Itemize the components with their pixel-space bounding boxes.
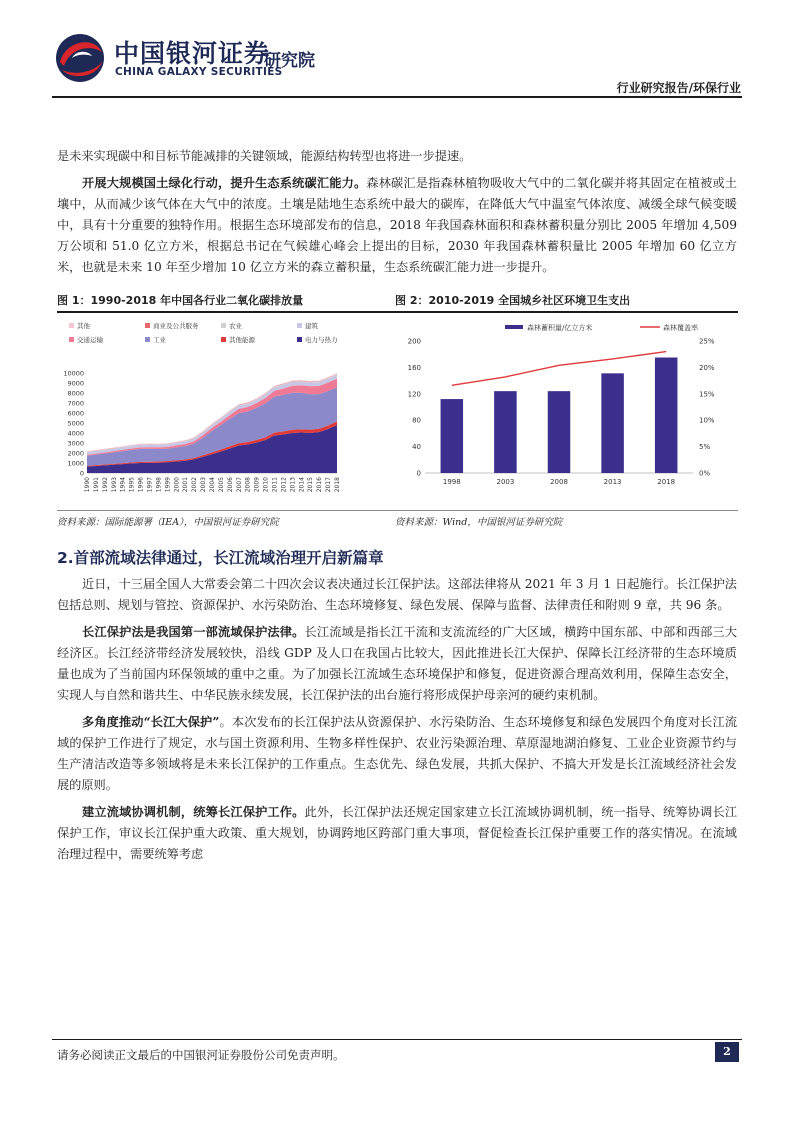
y-tick-label: 3000: [67, 439, 84, 448]
logo-english-name: CHINA GALAXY SECURITIES: [115, 66, 283, 78]
x-tick-label: 2018: [657, 478, 676, 486]
legend-label: 农业: [229, 322, 242, 330]
legend-swatch: [145, 323, 150, 328]
bar: [494, 391, 517, 473]
paragraph-4-lead: 多角度推动“长江大保护”: [82, 715, 220, 729]
paragraph-2: 近日，十三届全国人大常委会第二十四次会议表决通过长江保护法。这部法律将从 2021 年 3 月 1 日起施行。长江保护法包括总则、规划与管控、资源保护、水污染防治、生态环境修复、绿色发展、保障与监督、法律责任和附则 9 章，共 96 条。: [57, 577, 737, 612]
legend-swatch: [505, 325, 523, 329]
x-tick-label: 2006: [226, 477, 234, 493]
x-tick-label: 2009: [253, 477, 261, 493]
y-tick-label: 0: [79, 469, 84, 478]
footer-disclaimer: 请务必阅读正文最后的中国银河证券股份公司免责声明。: [57, 1048, 345, 1062]
x-tick-label: 2011: [271, 477, 279, 493]
figure-1-title: 图 1：1990-2018 年中国各行业二氧化碳排放量: [57, 292, 400, 313]
y2-tick-label: 0%: [699, 469, 711, 478]
paragraph-3-lead: 长江保护法是我国第一部流域保护法律。: [82, 625, 305, 639]
legend-label: 其他能源: [229, 336, 255, 344]
legend-label: 交通运输: [77, 336, 103, 344]
y-tick-label: 10000: [63, 369, 84, 378]
x-tick-label: 2017: [325, 477, 333, 493]
x-tick-label: 2015: [307, 477, 315, 493]
x-tick-label: 2001: [182, 477, 190, 493]
paragraph-1-text: 森林碳汇是指森林植物吸收大气中的二氧化碳并将其固定在植被或土壤中，从而减少该气体在大气中的浓度。土壤是陆地生态系统中最大的碳库，在降低大气中温室气体浓度、减缓全球气候变暖中，具有十分重要的独特作用。根据生态环境部发布的信息，2018 年我国森林面积和森林蓄积量分别比 2005 年增加 4,509 万公顷和 51.0 亿立方米，根据总书记在气候雄心峰会上提出的目标，2030 年我国森林蓄积量比 2005 年增加 60 亿立方米，也就是未来 10 年至少增加 10 亿立方米的森立蓄积量，生态系统碳汇能力进一步提升。: [57, 176, 738, 274]
y2-tick-label: 20%: [699, 363, 715, 372]
legend-label: 森林覆盖率: [663, 324, 698, 332]
x-tick-label: 2003: [200, 477, 208, 493]
y-tick-label: 200: [407, 337, 421, 346]
figure-2: [395, 292, 738, 528]
x-tick-label: 2008: [550, 478, 568, 486]
x-tick-label: 1991: [92, 477, 100, 493]
x-tick-label: 1990: [84, 477, 91, 493]
x-tick-label: 2016: [316, 477, 324, 493]
x-tick-label: 2003: [496, 478, 515, 486]
x-tick-label: 2007: [235, 477, 243, 493]
paragraph-4: [57, 712, 737, 796]
x-tick-label: 1993: [110, 477, 118, 493]
y-tick-label: 40: [412, 443, 421, 452]
paragraph-3-text: 长江流域是指长江干流和支流流经的广大区域，横跨中国东部、中部和西部三大经济区。长江经济带经济发展较快，沿线 GDP 及人口在我国占比较大，因此推进长江大保护、保障长江经济带的生态环境质量也成为了当前国内环保领域的重中之重。为了加强长江流域生态环境保护和修复，促进资源合理高效利用，保障生态安全，实现人与自然和谐共生、中华民族永续发展，长江保护法的出台施行将形成保护母亲河的硬约束机制。: [57, 625, 738, 702]
footer-divider: [52, 1039, 742, 1040]
y-tick-label: 160: [407, 363, 421, 372]
legend-swatch: [297, 337, 302, 342]
y2-tick-label: 25%: [699, 337, 715, 346]
paragraph-5-text: 此外，长江保护法还规定国家建立长江流域协调机制，统一指导、统筹协调长江保护工作，审议长江保护重大政策、重大规划，协调跨地区跨部门重大事项，督促检查长江保护重要工作的落实情况。在流域治理过程中，需要统筹考虑: [57, 805, 738, 861]
x-tick-label: 2013: [603, 478, 622, 486]
y-tick-label: 0: [416, 469, 421, 478]
legend-label: 商业及公共服务: [153, 322, 199, 330]
y-tick-label: 80: [412, 416, 421, 425]
legend-swatch: [145, 337, 150, 342]
page-number: 2: [715, 1042, 739, 1062]
x-tick-label: 2008: [244, 477, 252, 493]
x-tick-label: 2000: [173, 477, 181, 493]
company-logo: [52, 28, 342, 86]
bar: [601, 373, 624, 473]
page-header: [0, 0, 793, 100]
legend-label: 森林蓄积量/亿立方米: [527, 324, 593, 332]
x-tick-label: 2010: [262, 477, 270, 493]
legend-swatch: [221, 337, 226, 342]
paragraph-1: [57, 173, 737, 278]
header-divider: [52, 96, 742, 98]
x-tick-label: 1999: [164, 477, 172, 493]
x-tick-label: 1992: [101, 477, 109, 493]
paragraph-4-text: 。本次发布的长江保护法从资源保护、水污染防治、生态环境修复和绿色发展四个角度对长江流域的保护工作进行了规定，水与国土资源利用、生物多样性保护、农业污染源治理、草原湿地湖泊修复、工业企业资源节约与生产清洁改造等多领域将是未来长江保护的工作重点。生态优先、绿色发展，共抓大保护、不搞大开发是长江流域经济社会发展的原则。: [57, 715, 738, 792]
logo-chinese-name: 中国银河证券: [114, 39, 271, 68]
figure-2-chart: [395, 313, 738, 503]
y2-tick-label: 5%: [699, 443, 711, 452]
paragraph-1-lead: 开展大规模国土绿化行动，提升生态系统碳汇能力。: [82, 176, 367, 190]
y-tick-label: 8000: [67, 389, 84, 398]
figure-row: [57, 292, 737, 532]
logo-institute: 研究院: [264, 51, 315, 71]
x-tick-label: 1995: [128, 477, 136, 493]
legend-swatch: [297, 323, 302, 328]
legend-label: 建筑: [305, 322, 318, 330]
legend-label: 工业: [153, 336, 166, 344]
y-tick-label: 4000: [67, 429, 84, 438]
legend-swatch: [221, 323, 226, 328]
x-tick-label: 2004: [209, 477, 216, 493]
bar: [548, 391, 571, 473]
x-tick-label: 1997: [146, 477, 154, 493]
bar: [441, 399, 464, 473]
x-tick-label: 1998: [442, 478, 461, 486]
legend-label: 电力与热力: [305, 336, 338, 344]
x-tick-label: 2013: [289, 477, 297, 493]
y-tick-label: 120: [407, 390, 421, 399]
bar: [655, 358, 678, 474]
y2-tick-label: 15%: [699, 390, 715, 399]
section-title: 2.首部流域法律通过，长江流域治理开启新篇章: [57, 549, 384, 567]
legend-swatch: [69, 337, 74, 342]
line-series: [452, 352, 666, 386]
y-tick-label: 9000: [67, 379, 84, 388]
x-tick-label: 1998: [155, 477, 163, 493]
x-tick-label: 2002: [191, 477, 199, 493]
figure-1: [57, 292, 400, 528]
x-tick-label: 2005: [217, 477, 225, 493]
y-tick-label: 2000: [67, 449, 84, 458]
paragraph-0: 是未来实现碳中和目标节能减排的关键领域，能源结构转型也将进一步提速。: [57, 149, 472, 163]
legend-swatch: [69, 323, 74, 328]
x-tick-label: 2018: [334, 477, 341, 493]
paragraph-5: [57, 802, 737, 865]
y2-tick-label: 10%: [699, 416, 715, 425]
y-tick-label: 6000: [67, 409, 84, 418]
main-content: [57, 146, 737, 871]
figure-1-chart: [57, 313, 400, 503]
y-tick-label: 5000: [67, 419, 84, 428]
figure-2-source: 资料来源：Wind，中国银河证券研究院: [395, 510, 738, 528]
legend-label: 其他: [77, 322, 90, 330]
galaxy-logo-icon: [52, 32, 108, 84]
x-tick-label: 1996: [137, 477, 145, 493]
x-tick-label: 2012: [280, 477, 288, 493]
paragraph-5-lead: 建立流域协调机制，统筹长江保护工作。: [82, 805, 305, 819]
y-tick-label: 7000: [67, 399, 84, 408]
figure-2-title: 图 2：2010-2019 全国城乡社区环境卫生支出: [395, 292, 738, 313]
figure-1-source: 资料来源：国际能源署（IEA），中国银河证券研究院: [57, 510, 400, 528]
y-tick-label: 1000: [67, 459, 84, 468]
report-category: 行业研究报告/环保行业: [616, 81, 741, 95]
x-tick-label: 2014: [298, 477, 306, 493]
paragraph-3: [57, 622, 737, 706]
x-tick-label: 1994: [119, 477, 127, 493]
